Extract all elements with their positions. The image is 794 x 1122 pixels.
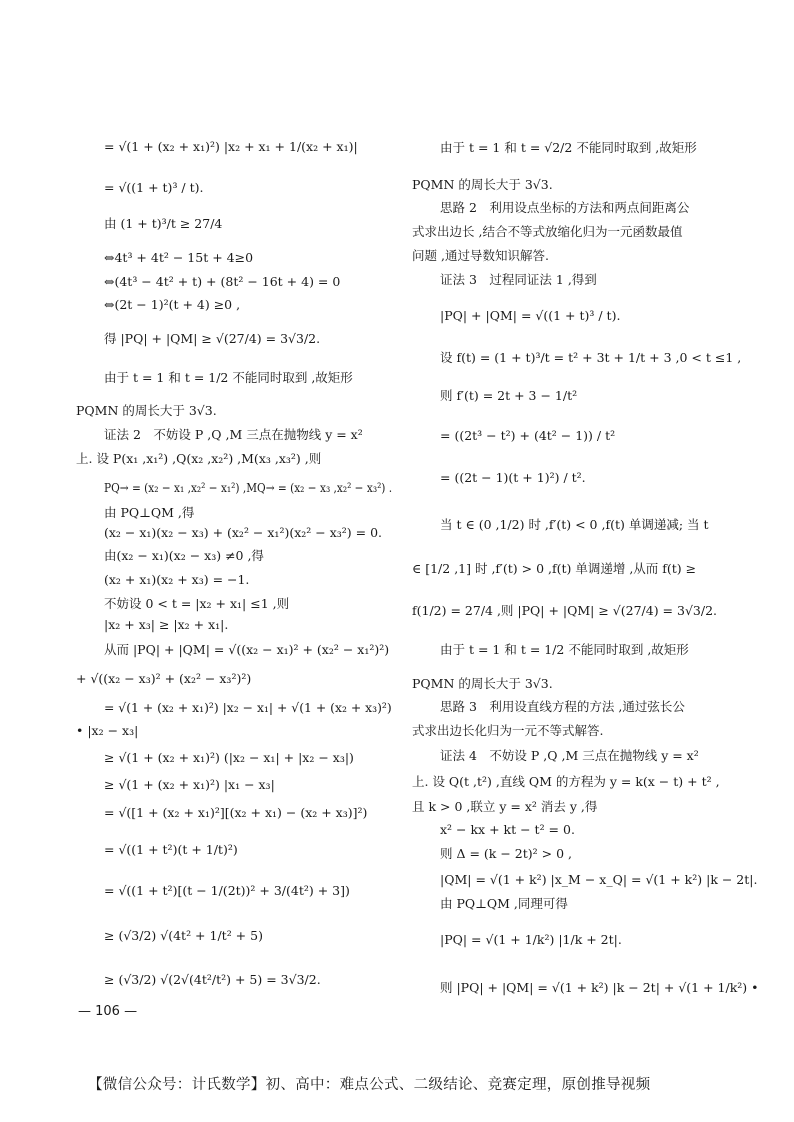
left-line: 得 |PQ| + |QM| ≥ √(27/4) = 3√3/2. <box>104 331 321 346</box>
right-line: f(1/2) = 27/4 ,则 |PQ| + |QM| ≥ √(27/4) = 3√3/2. <box>412 603 718 618</box>
left-line: 由 (1 + t)³/t ≥ 27/4 <box>104 216 223 231</box>
right-line: 上. 设 Q(t ,t²) ,直线 QM 的方程为 y = k(x − t) + t² , <box>412 774 720 789</box>
right-line: 则 |PQ| + |QM| = √(1 + k²) |k − 2t| + √(1 + 1/k²) • <box>440 980 759 995</box>
left-line: 由于 t = 1 和 t = 1/2 不能同时取到 ,故矩形 <box>104 370 353 385</box>
left-line: = √((1 + t²)(t + 1/t)²) <box>104 842 238 857</box>
footer-banner: 【微信公众号：计氏数学】初、高中：难点公式、二级结论、竞赛定理，原创推导视频 <box>88 1077 651 1093</box>
left-line: ⇔(4t³ − 4t² + t) + (8t² − 16t + 4) = 0 <box>104 274 341 289</box>
left-line: 由(x₂ − x₁)(x₂ − x₃) ≠0 ,得 <box>104 548 264 563</box>
left-line: 不妨设 0 < t = |x₂ + x₁| ≤1 ,则 <box>104 596 290 611</box>
left-line: ⇔4t³ + 4t² − 15t + 4≥0 <box>104 250 254 265</box>
left-line: (x₂ + x₁)(x₂ + x₃) = −1. <box>104 572 250 587</box>
right-line: PQMN 的周长大于 3√3. <box>412 177 553 192</box>
page-number: — 106 — <box>78 1004 138 1019</box>
left-line: 从而 |PQ| + |QM| = √((x₂ − x₁)² + (x₂² − x₁²)²) <box>104 642 390 657</box>
left-line: 证法 2 不妨设 P ,Q ,M 三点在抛物线 y = x² <box>104 427 363 442</box>
right-line: 思路 3 利用设直线方程的方法 ,通过弦长公 <box>440 699 685 714</box>
right-line: = ((2t − 1)(t + 1)²) / t². <box>440 470 586 485</box>
left-line: ⇔(2t − 1)²(t + 4) ≥0 , <box>104 297 241 312</box>
right-line: |PQ| = √(1 + 1/k²) |1/k + 2t|. <box>440 932 622 947</box>
left-line: ≥ (√3/2) √(4t² + 1/t² + 5) <box>104 928 263 943</box>
right-line: 由 PQ⊥QM ,同理可得 <box>440 896 568 911</box>
right-line: |QM| = √(1 + k²) |x_M − x_Q| = √(1 + k²) |k − 2t|. <box>440 872 758 887</box>
right-line: 证法 4 不妨设 P ,Q ,M 三点在抛物线 y = x² <box>440 748 699 763</box>
left-line: PQ→ = (x₂ − x₁ ,x₂² − x₁²) ,MQ→ = (x₂ − x₃ ,x₂² − x₃²) . <box>104 480 393 495</box>
right-line: 则 f′(t) = 2t + 3 − 1/t² <box>440 388 578 403</box>
right-line: 由于 t = 1 和 t = √2/2 不能同时取到 ,故矩形 <box>440 140 697 155</box>
left-line: (x₂ − x₁)(x₂ − x₃) + (x₂² − x₁²)(x₂² − x₃²) = 0. <box>104 525 382 540</box>
left-line: = √(1 + (x₂ + x₁)²) |x₂ + x₁ + 1/(x₂ + x₁)| <box>104 139 358 154</box>
right-line: 式求出边长 ,结合不等式放缩化归为一元函数最值 <box>412 224 683 239</box>
right-line: 则 Δ = (k − 2t)² > 0 , <box>440 846 572 861</box>
right-line: 证法 3 过程同证法 1 ,得到 <box>440 272 597 287</box>
right-line: PQMN 的周长大于 3√3. <box>412 676 553 691</box>
right-line: ∈ [1/2 ,1] 时 ,f′(t) > 0 ,f(t) 单调递增 ,从而 f(t) ≥ <box>412 561 697 576</box>
left-line: 由 PQ⊥QM ,得 <box>104 505 195 520</box>
left-line: = √((1 + t)³ / t). <box>104 180 204 195</box>
right-line: 问题 ,通过导数知识解答. <box>412 248 549 263</box>
right-line: = ((2t³ − t²) + (4t² − 1)) / t² <box>440 428 616 443</box>
left-line: = √(1 + (x₂ + x₁)²) |x₂ − x₁| + √(1 + (x₂ + x₃)²) <box>104 700 392 715</box>
left-line: • |x₂ − x₃| <box>76 723 139 738</box>
left-line: ≥ √(1 + (x₂ + x₁)²) |x₁ − x₃| <box>104 777 275 792</box>
right-line: 式求出边长化归为一元不等式解答. <box>412 723 604 738</box>
right-line: 设 f(t) = (1 + t)³/t = t² + 3t + 1/t + 3 ,0 < t ≤1 , <box>440 350 742 365</box>
right-line: 当 t ∈ (0 ,1/2) 时 ,f′(t) < 0 ,f(t) 单调递减; 当 t <box>440 517 709 532</box>
right-line: 思路 2 利用设点坐标的方法和两点间距离公 <box>440 200 690 215</box>
right-line: x² − kx + kt − t² = 0. <box>440 822 575 837</box>
right-line: 由于 t = 1 和 t = 1/2 不能同时取到 ,故矩形 <box>440 642 689 657</box>
right-line: |PQ| + |QM| = √((1 + t)³ / t). <box>440 308 621 323</box>
left-line: |x₂ + x₃| ≥ |x₂ + x₁|. <box>104 617 229 632</box>
left-line: + √((x₂ − x₃)² + (x₂² − x₃²)²) <box>76 671 252 686</box>
left-line: ≥ √(1 + (x₂ + x₁)²) (|x₂ − x₁| + |x₂ − x₃|) <box>104 750 354 765</box>
left-line: PQMN 的周长大于 3√3. <box>76 403 217 418</box>
left-line: ≥ (√3/2) √(2√(4t²/t²) + 5) = 3√3/2. <box>104 972 321 987</box>
left-line: 上. 设 P(x₁ ,x₁²) ,Q(x₂ ,x₂²) ,M(x₃ ,x₃²) ,则 <box>76 451 322 466</box>
left-line: = √([1 + (x₂ + x₁)²][(x₂ + x₁) − (x₂ + x₃)]²) <box>104 805 368 820</box>
left-line: = √((1 + t²)[(t − 1/(2t))² + 3/(4t²) + 3]) <box>104 883 350 898</box>
right-line: 且 k > 0 ,联立 y = x² 消去 y ,得 <box>412 799 598 814</box>
